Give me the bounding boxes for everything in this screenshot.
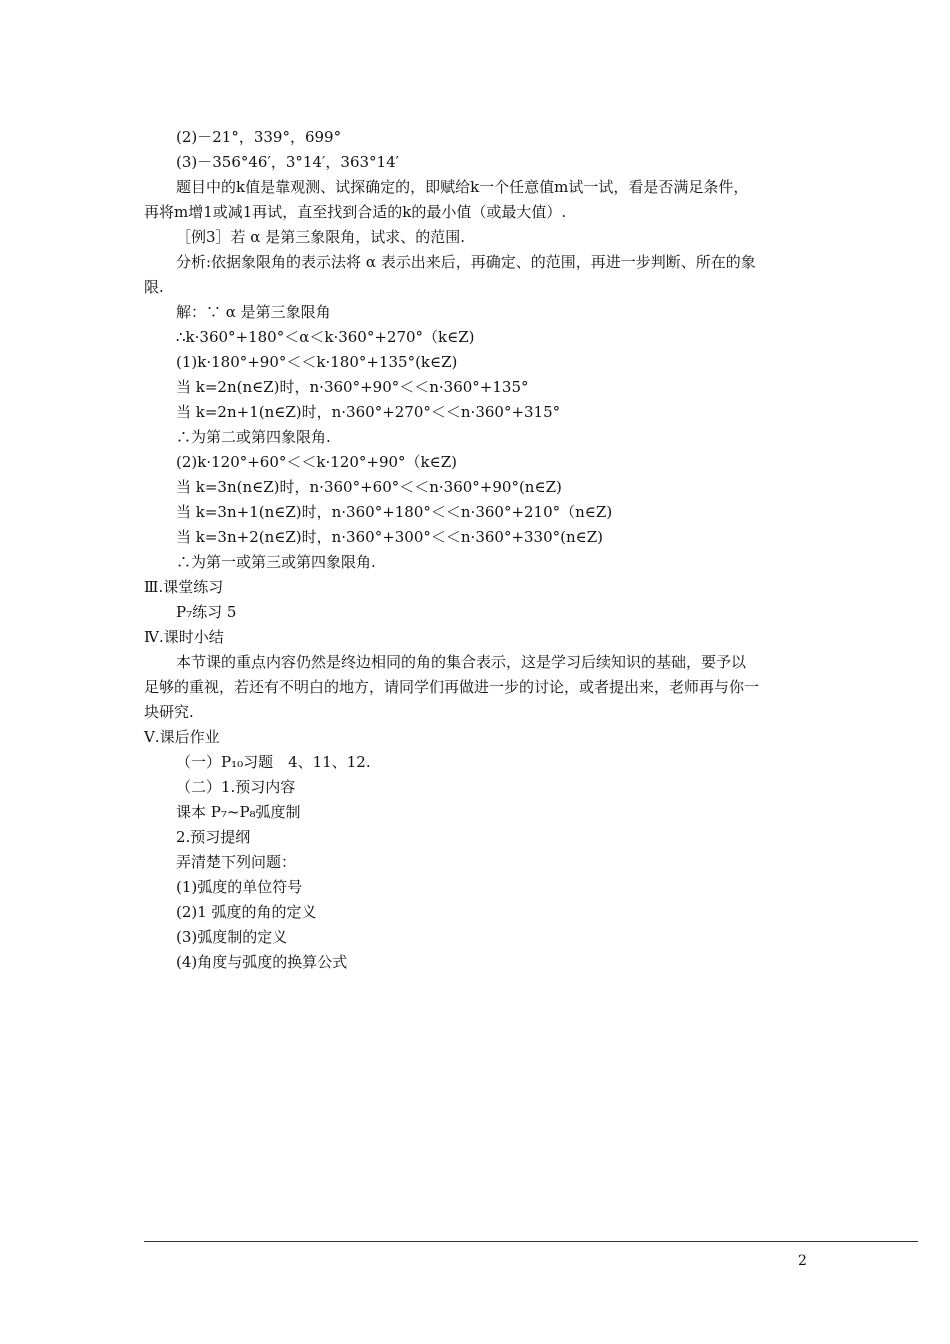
footer-divider — [144, 1241, 918, 1242]
text-line: 当 k=2n(n∈Z)时，n·360°+90°＜＜n·360°+135° — [176, 378, 529, 396]
text-line: 本节课的重点内容仍然是终边相同的角的集合表示，这是学习后续知识的基础，要予以 — [176, 653, 747, 671]
text-line: (2)k·120°+60°＜＜k·120°+90°（k∈Z) — [176, 453, 458, 471]
text-line: 再将m增1或减1再试，直至找到合适的k的最小值（或最大值）. — [144, 203, 567, 221]
text-line: 解：∵ α 是第三象限角 — [176, 303, 331, 321]
text-line: (2)－21°，339°，699° — [176, 128, 342, 146]
section-heading: Ⅳ.课时小结 — [144, 628, 224, 646]
text-line: 题目中的k值是靠观测、试探确定的，即赋给k一个任意值m试一试，看是否满足条件， — [176, 178, 749, 196]
text-line: 课本 P₇~P₈弧度制 — [176, 803, 301, 821]
section-heading: Ⅴ.课后作业 — [144, 728, 220, 746]
text-line: 当 k=2n+1(n∈Z)时，n·360°+270°＜＜n·360°+315° — [176, 403, 561, 421]
text-line: ∴为第一或第三或第四象限角. — [176, 553, 376, 571]
text-line: 2.预习提纲 — [176, 828, 251, 846]
text-line: 块研究. — [144, 703, 194, 721]
text-line: (1)k·180°+90°＜＜k·180°+135°(k∈Z) — [176, 353, 458, 371]
text-line: ∴k·360°+180°＜α＜k·360°+270°（k∈Z) — [176, 328, 475, 346]
text-line: 限. — [144, 278, 164, 296]
text-line: (1)弧度的单位符号 — [176, 878, 303, 896]
text-line: 弄清楚下列问题： — [176, 853, 297, 871]
text-line: (3)－356°46′，3°14′，363°14′ — [176, 153, 400, 171]
text-line: (3)弧度制的定义 — [176, 928, 288, 946]
text-line: （一）P₁₀习题 4、11、12. — [176, 753, 371, 771]
text-line: 当 k=3n+2(n∈Z)时，n·360°+300°＜＜n·360°+330°(n∈Z) — [176, 528, 604, 546]
text-line: 当 k=3n(n∈Z)时，n·360°+60°＜＜n·360°+90°(n∈Z) — [176, 478, 562, 496]
page-number: 2 — [798, 1253, 807, 1269]
text-line: 当 k=3n+1(n∈Z)时，n·360°+180°＜＜n·360°+210°（n∈Z) — [176, 503, 613, 521]
text-line: (2)1 弧度的角的定义 — [176, 903, 317, 921]
text-line: (4)角度与弧度的换算公式 — [176, 953, 348, 971]
text-line: P₇练习 5 — [176, 603, 237, 621]
text-line: 分析:依据象限角的表示法将 α 表示出来后，再确定、的范围，再进一步判断、所在的象 — [176, 253, 756, 271]
text-line: ∴为第二或第四象限角. — [176, 428, 331, 446]
section-heading: Ⅲ.课堂练习 — [144, 578, 224, 596]
text-line: 足够的重视，若还有不明白的地方，请同学们再做进一步的讨论，或者提出来，老师再与你一 — [144, 678, 760, 696]
text-line: ［例3］若 α 是第三象限角，试求、的范围. — [176, 228, 465, 246]
text-line: （二）1.预习内容 — [176, 778, 296, 796]
